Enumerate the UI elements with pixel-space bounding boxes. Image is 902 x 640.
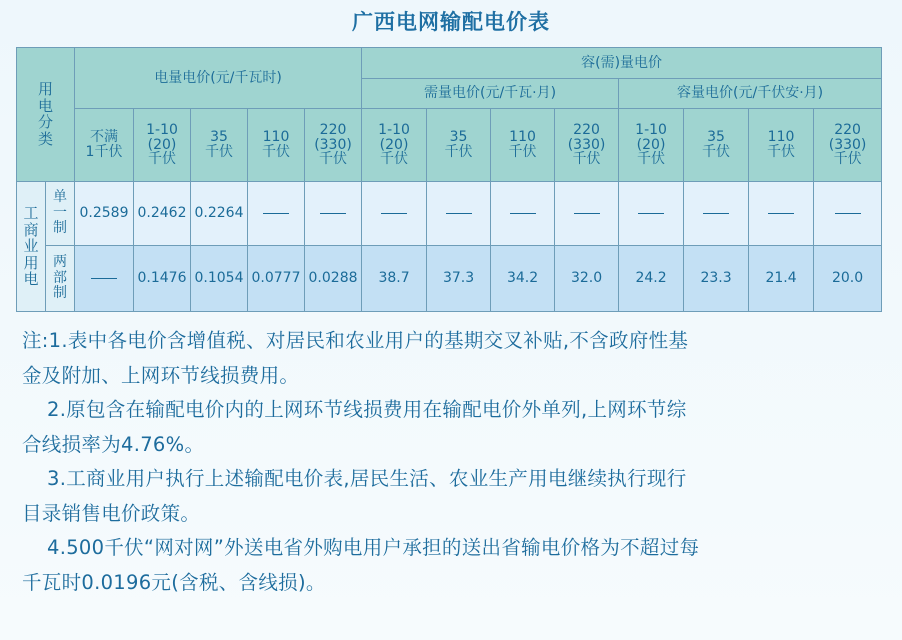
table-cell — [619, 182, 684, 246]
col-header-demand-1: 35 千伏 — [427, 109, 491, 182]
table-cell: 0.2589 — [75, 182, 134, 246]
col-header-demand-2: 110 千伏 — [491, 109, 555, 182]
table-cell: 24.2 — [619, 246, 684, 312]
price-table — [16, 47, 882, 312]
table-cell: 21.4 — [749, 246, 814, 312]
table-cell: 20.0 — [814, 246, 882, 312]
empty-dash — [91, 278, 117, 279]
demand-price-header: 需量电价(元/千瓦·月) — [362, 79, 619, 109]
note-3-line-1: 3.工商业用户执行上述输配电价表,居民生活、农业生产用电继续执行现行 — [47, 467, 687, 490]
notes-section — [22, 324, 882, 600]
note-4-line-1: 4.500千伏“网对网”外送电省外购电用户承担的送出省输电价格为不超过每 — [47, 536, 700, 559]
empty-dash — [574, 213, 600, 214]
note-1-line-2: 金及附加、上网环节线损费用。 — [22, 363, 300, 387]
table-cell — [749, 182, 814, 246]
col-header-energy-4: 220 (330) 千伏 — [305, 109, 362, 182]
col-header-capacity-0: 1-10 (20) 千伏 — [619, 109, 684, 182]
table-cell: 0.1476 — [134, 246, 191, 312]
empty-dash — [835, 213, 861, 214]
empty-dash — [510, 213, 536, 214]
category-label-cell: 工商业用电 — [17, 182, 46, 312]
table-cell: 0.2462 — [134, 182, 191, 246]
col-header-energy-3: 110 千伏 — [248, 109, 305, 182]
note-3-line-2: 目录销售电价政策。 — [22, 501, 201, 525]
table-cell: 23.3 — [684, 246, 749, 312]
table-cell: 0.0777 — [248, 246, 305, 312]
col-header-energy-2: 35 千伏 — [191, 109, 248, 182]
col-header-capacity-1: 35 千伏 — [684, 109, 749, 182]
table-cell: 32.0 — [555, 246, 619, 312]
note-2-line-1: 2.原包含在输配电价内的上网环节线损费用在输配电价外单列,上网环节综 — [47, 398, 687, 421]
table-cell: 37.3 — [427, 246, 491, 312]
col-header-capacity-2: 110 千伏 — [749, 109, 814, 182]
table-cell — [814, 182, 882, 246]
capacity-price-header: 容量电价(元/千伏安·月) — [619, 79, 882, 109]
empty-dash — [703, 213, 729, 214]
table-cell — [75, 246, 134, 312]
note-4-line-2: 千瓦时0.0196元(含税、含线损)。 — [22, 570, 326, 594]
energy-price-header: 电量电价(元/千瓦时) — [75, 48, 362, 109]
table-cell: 0.2264 — [191, 182, 248, 246]
category-corner-header: 用电分类 — [17, 48, 75, 182]
empty-dash — [446, 213, 472, 214]
table-cell — [362, 182, 427, 246]
table-cell — [555, 182, 619, 246]
table-cell — [684, 182, 749, 246]
table-cell: 0.1054 — [191, 246, 248, 312]
row-label-cell: 单一制 — [46, 182, 75, 246]
col-header-capacity-3: 220 (330) 千伏 — [814, 109, 882, 182]
table-cell: 34.2 — [491, 246, 555, 312]
table-cell — [305, 182, 362, 246]
col-header-energy-0: 不满 1千伏 — [75, 109, 134, 182]
col-header-demand-0: 1-10 (20) 千伏 — [362, 109, 427, 182]
table-cell: 38.7 — [362, 246, 427, 312]
table-cell: 0.0288 — [305, 246, 362, 312]
note-1-line-1: 注:1.表中各电价含增值税、对居民和农业用户的基期交叉补贴,不含政府性基 — [22, 329, 689, 352]
table-cell — [427, 182, 491, 246]
empty-dash — [320, 213, 346, 214]
table-row — [17, 246, 882, 312]
row-label-cell: 两部制 — [46, 246, 75, 312]
empty-dash — [638, 213, 664, 214]
empty-dash — [768, 213, 794, 214]
table-cell — [491, 182, 555, 246]
empty-dash — [381, 213, 407, 214]
table-row — [17, 182, 882, 246]
col-header-energy-1: 1-10 (20) 千伏 — [134, 109, 191, 182]
note-2-line-2: 合线损率为4.76%。 — [22, 432, 205, 456]
empty-dash — [263, 213, 289, 214]
col-header-demand-3: 220 (330) 千伏 — [555, 109, 619, 182]
capacity-group-header: 容(需)量电价 — [362, 48, 882, 79]
table-cell — [248, 182, 305, 246]
page-title: 广西电网输配电价表 — [352, 10, 550, 34]
